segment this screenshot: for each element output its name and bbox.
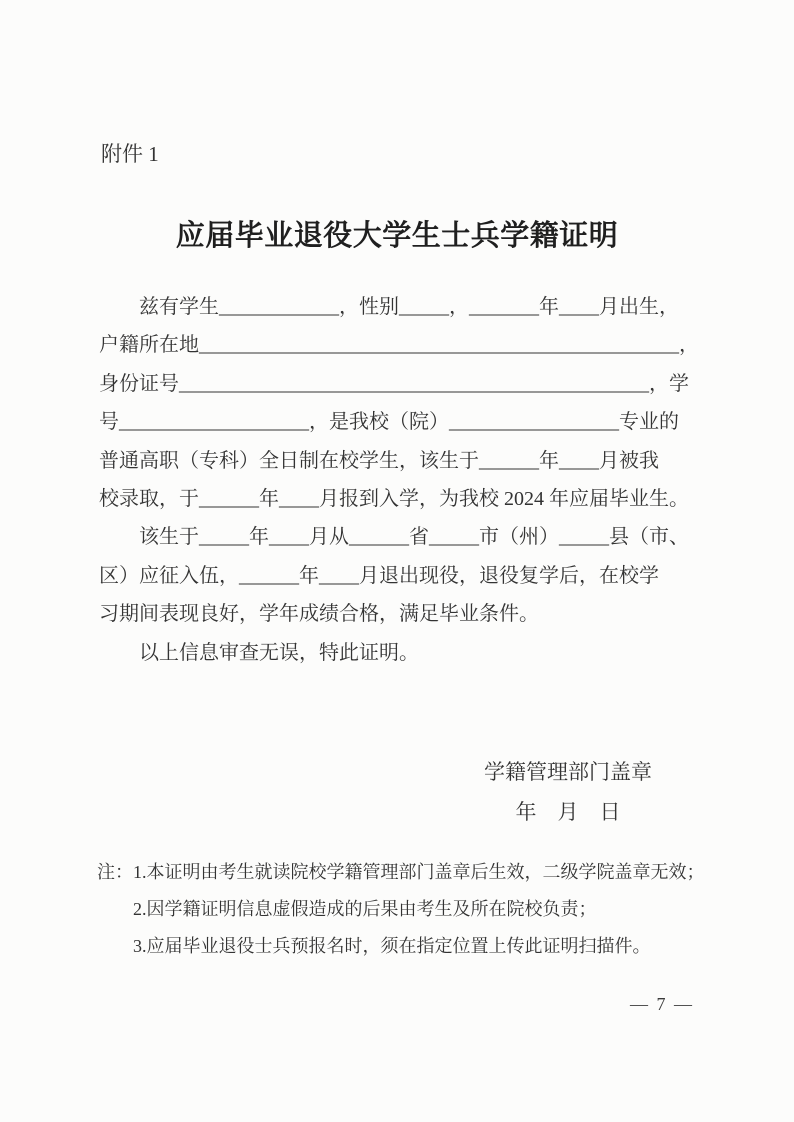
note-item-1: 1.本证明由考生就读院校学籍管理部门盖章后生效，二级学院盖章无效；: [133, 862, 705, 882]
body-line-2: 户籍所在地________________________________________________，: [99, 334, 699, 357]
body-line-4: 号___________________，是我校（院）_________________专业的: [99, 411, 679, 434]
body-line-8: 区）应征入伍，______年____月退出现役，退役复学后，在校学: [99, 564, 659, 587]
certificate-body: [99, 288, 739, 672]
date-line: 年 月 日: [515, 800, 621, 824]
page-title: 应届毕业退役大学生士兵学籍证明: [175, 220, 619, 252]
body-line-10: 以上信息审查无误，特此证明。: [139, 641, 419, 664]
stamp-line: 学籍管理部门盖章: [484, 760, 652, 784]
body-line-3: 身份证号_______________________________________________，学: [99, 372, 689, 395]
signature-block: [420, 752, 716, 832]
body-line-9: 习期间表现良好，学年成绩合格，满足毕业条件。: [99, 603, 539, 626]
note-item-2: 2.因学籍证明信息虚假造成的后果由考生及所在院校负责；: [133, 899, 597, 919]
body-line-6: 校录取，于______年____月报到入学，为我校 2024 年应届毕业生。: [99, 488, 689, 511]
notes-label: 注：: [97, 862, 133, 882]
body-line-5: 普通高职（专科）全日制在校学生，该生于______年____月被我: [99, 449, 659, 472]
note-item-3: 3.应届毕业退役士兵预报名时，须在指定位置上传此证明扫描件。: [133, 936, 651, 956]
body-line-1: 兹有学生____________，性别_____，_______年____月出生，: [139, 296, 679, 318]
page-number: — 7 —: [630, 994, 694, 1014]
notes-list: [133, 854, 705, 965]
attachment-label: 附件 1: [101, 142, 159, 166]
body-line-7: 该生于_____年____月从______省_____市（州）_____县（市、: [139, 526, 689, 549]
notes-section: [97, 854, 737, 965]
